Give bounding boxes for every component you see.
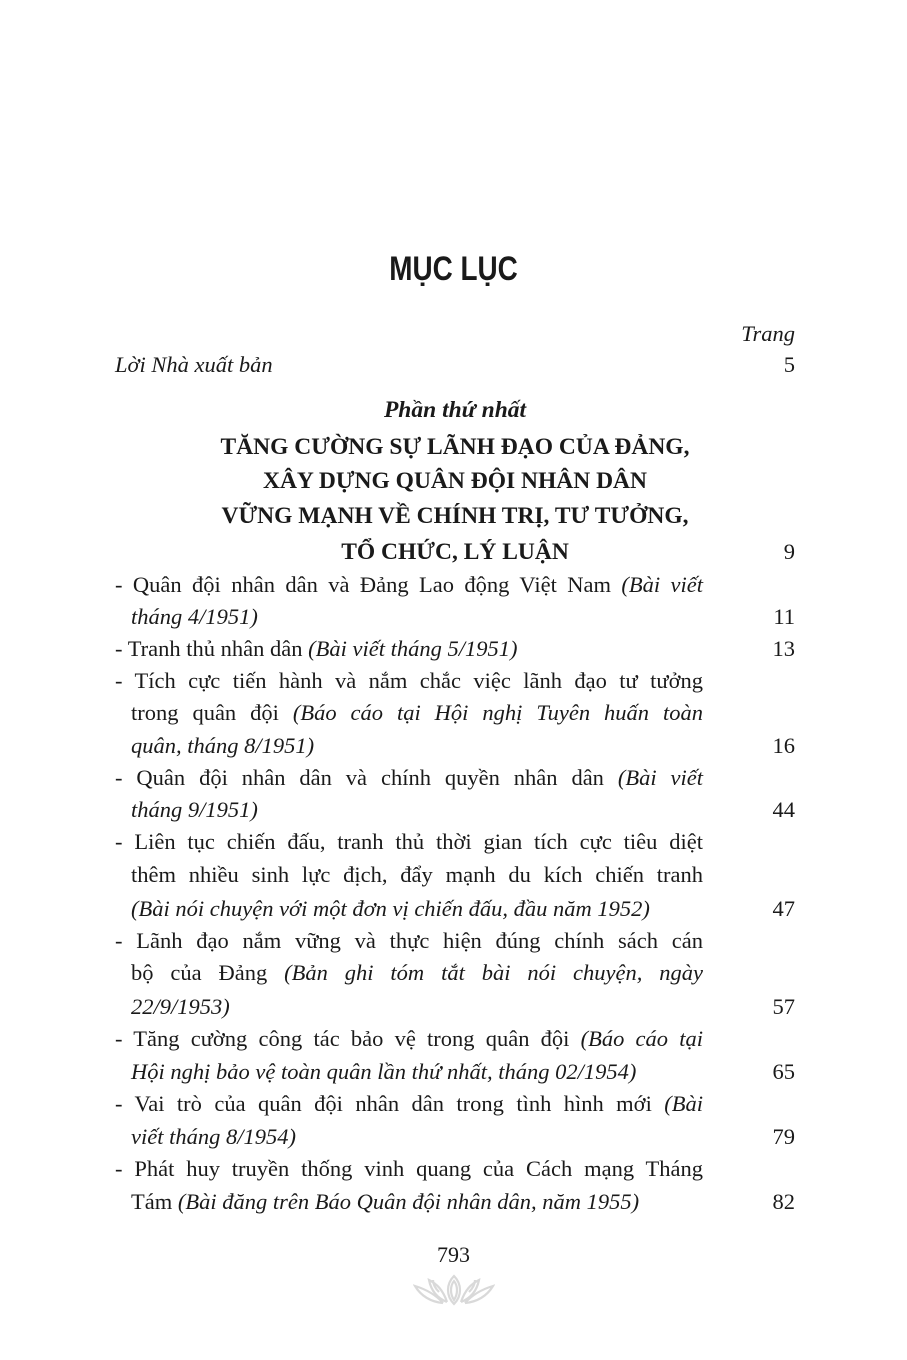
toc-entry-page: 82 [772,1189,795,1214]
toc-entry-title: Lời Nhà xuất bản [115,352,273,377]
toc-entry-line [131,991,811,1023]
toc-entry-title: - Tích cực tiến hành và nắm chắc việc lãnh đạo tư tưởng [115,668,703,693]
toc-entry-line [131,859,703,891]
toc-entry-line [131,957,703,989]
toc-entry-title: - Liên tục chiến đấu, tranh thủ thời gian tích cực tiêu diệt [115,829,703,854]
toc-entry-line [115,633,795,665]
toc-entry-page: 79 [772,1124,795,1149]
toc-entry-title: - Quân đội nhân dân và Đảng Lao động Việt Nam [115,572,622,597]
toc-entry-source-note: (Bài viết [617,765,703,790]
toc-entry-line [115,762,703,794]
toc-entry-page: 16 [772,733,795,758]
toc-entry-line [131,1056,811,1088]
part-title-line: XÂY DỰNG QUÂN ĐỘI NHÂN DÂN [262,468,648,494]
toc-entry-line [115,826,703,858]
toc-entry-line [131,893,811,925]
page-column-header: Trang [741,321,795,346]
toc-entry-source-note: quân, tháng 8/1951) [131,733,315,758]
toc-entry-source-note: (Báo cáo tại [580,1026,703,1051]
toc-entry-title: - Tranh thủ nhân dân [115,636,309,661]
toc-entry-source-note: (Báo cáo tại Hội nghị Tuyên huấn toàn [292,700,703,725]
toc-entry-title: - Vai trò của quân đội nhân dân trong tình hình mới [115,1091,665,1116]
part-title-line: VỮNG MẠNH VỀ CHÍNH TRỊ, TƯ TƯỞNG, [221,503,689,529]
toc-entry-source-note: 22/9/1953) [131,994,230,1019]
toc-entry-title: Tám [131,1189,178,1214]
toc-entry-title: - Phát huy truyền thống vinh quang của Cách mạng Tháng [115,1156,703,1181]
page-number: 793 [437,1242,470,1267]
toc-entry-page: 47 [772,896,795,921]
toc-entry-title: bộ của Đảng [131,960,285,985]
toc-entry-title: trong quân đội [131,700,293,725]
toc-entry-line [115,1088,703,1120]
toc-entry-line [115,569,703,601]
toc-entry-line [131,1186,811,1218]
toc-entry-source-note: Hội nghị bảo vệ toàn quân lần thứ nhất, tháng 02/1954) [131,1059,637,1084]
toc-entry-page: 57 [772,994,795,1019]
toc-entry-source-note: (Bản ghi tóm tắt bài nói chuyện, ngày [284,960,703,985]
toc-entry-line [131,1121,811,1153]
lotus-ornament-icon [413,1272,495,1306]
toc-entry-page: 13 [772,636,795,661]
part-title-line: TỔ CHỨC, LÝ LUẬN [341,539,569,565]
toc-entry-title: - Lãnh đạo nắm vững và thực hiện đúng chính sách cán [115,928,703,953]
toc-entry-source-note: (Bài [664,1091,703,1116]
toc-entry-page: 44 [772,797,795,822]
toc-entry-line [131,697,703,729]
toc-entry-line [115,665,703,697]
toc-entry-source-note: (Bài viết tháng 5/1951) [308,636,518,661]
toc-entry-source-note: viết tháng 8/1954) [131,1124,296,1149]
toc-entry-page: 11 [773,604,795,629]
toc-entry-source-note: (Bài nói chuyện với một đơn vị chiến đấu, đầu năm 1952) [131,896,650,921]
toc-entry-line [131,601,811,633]
toc-entry-line [115,925,703,957]
toc-entry-title: - Quân đội nhân dân và chính quyền nhân dân [115,765,618,790]
toc-entry-source-note: tháng 4/1951) [131,604,258,629]
toc-entry-title: - Tăng cường công tác bảo vệ trong quân đội [115,1026,581,1051]
toc-entry-line [131,794,811,826]
toc-entry-page: 5 [783,352,795,377]
toc-entry-line [131,730,811,762]
toc-entry-source-note: (Bài đăng trên Báo Quân đội nhân dân, năm 1955) [177,1189,640,1214]
part-label: Phần thứ nhất [383,397,527,423]
part-page: 9 [783,539,795,564]
toc-entry-line [115,1023,703,1055]
toc-entry-source-note: tháng 9/1951) [131,797,258,822]
toc-entry-source-note: (Bài viết [621,572,703,597]
toc-entry-title: thêm nhiều sinh lực địch, đẩy mạnh du kích chiến tranh [131,862,703,887]
toc-entry-page: 65 [772,1059,795,1084]
page-title: MỤC LỤC [389,250,518,288]
toc-entry-line [115,1153,703,1185]
part-title-line: TĂNG CƯỜNG SỰ LÃNH ĐẠO CỦA ĐẢNG, [220,434,690,460]
